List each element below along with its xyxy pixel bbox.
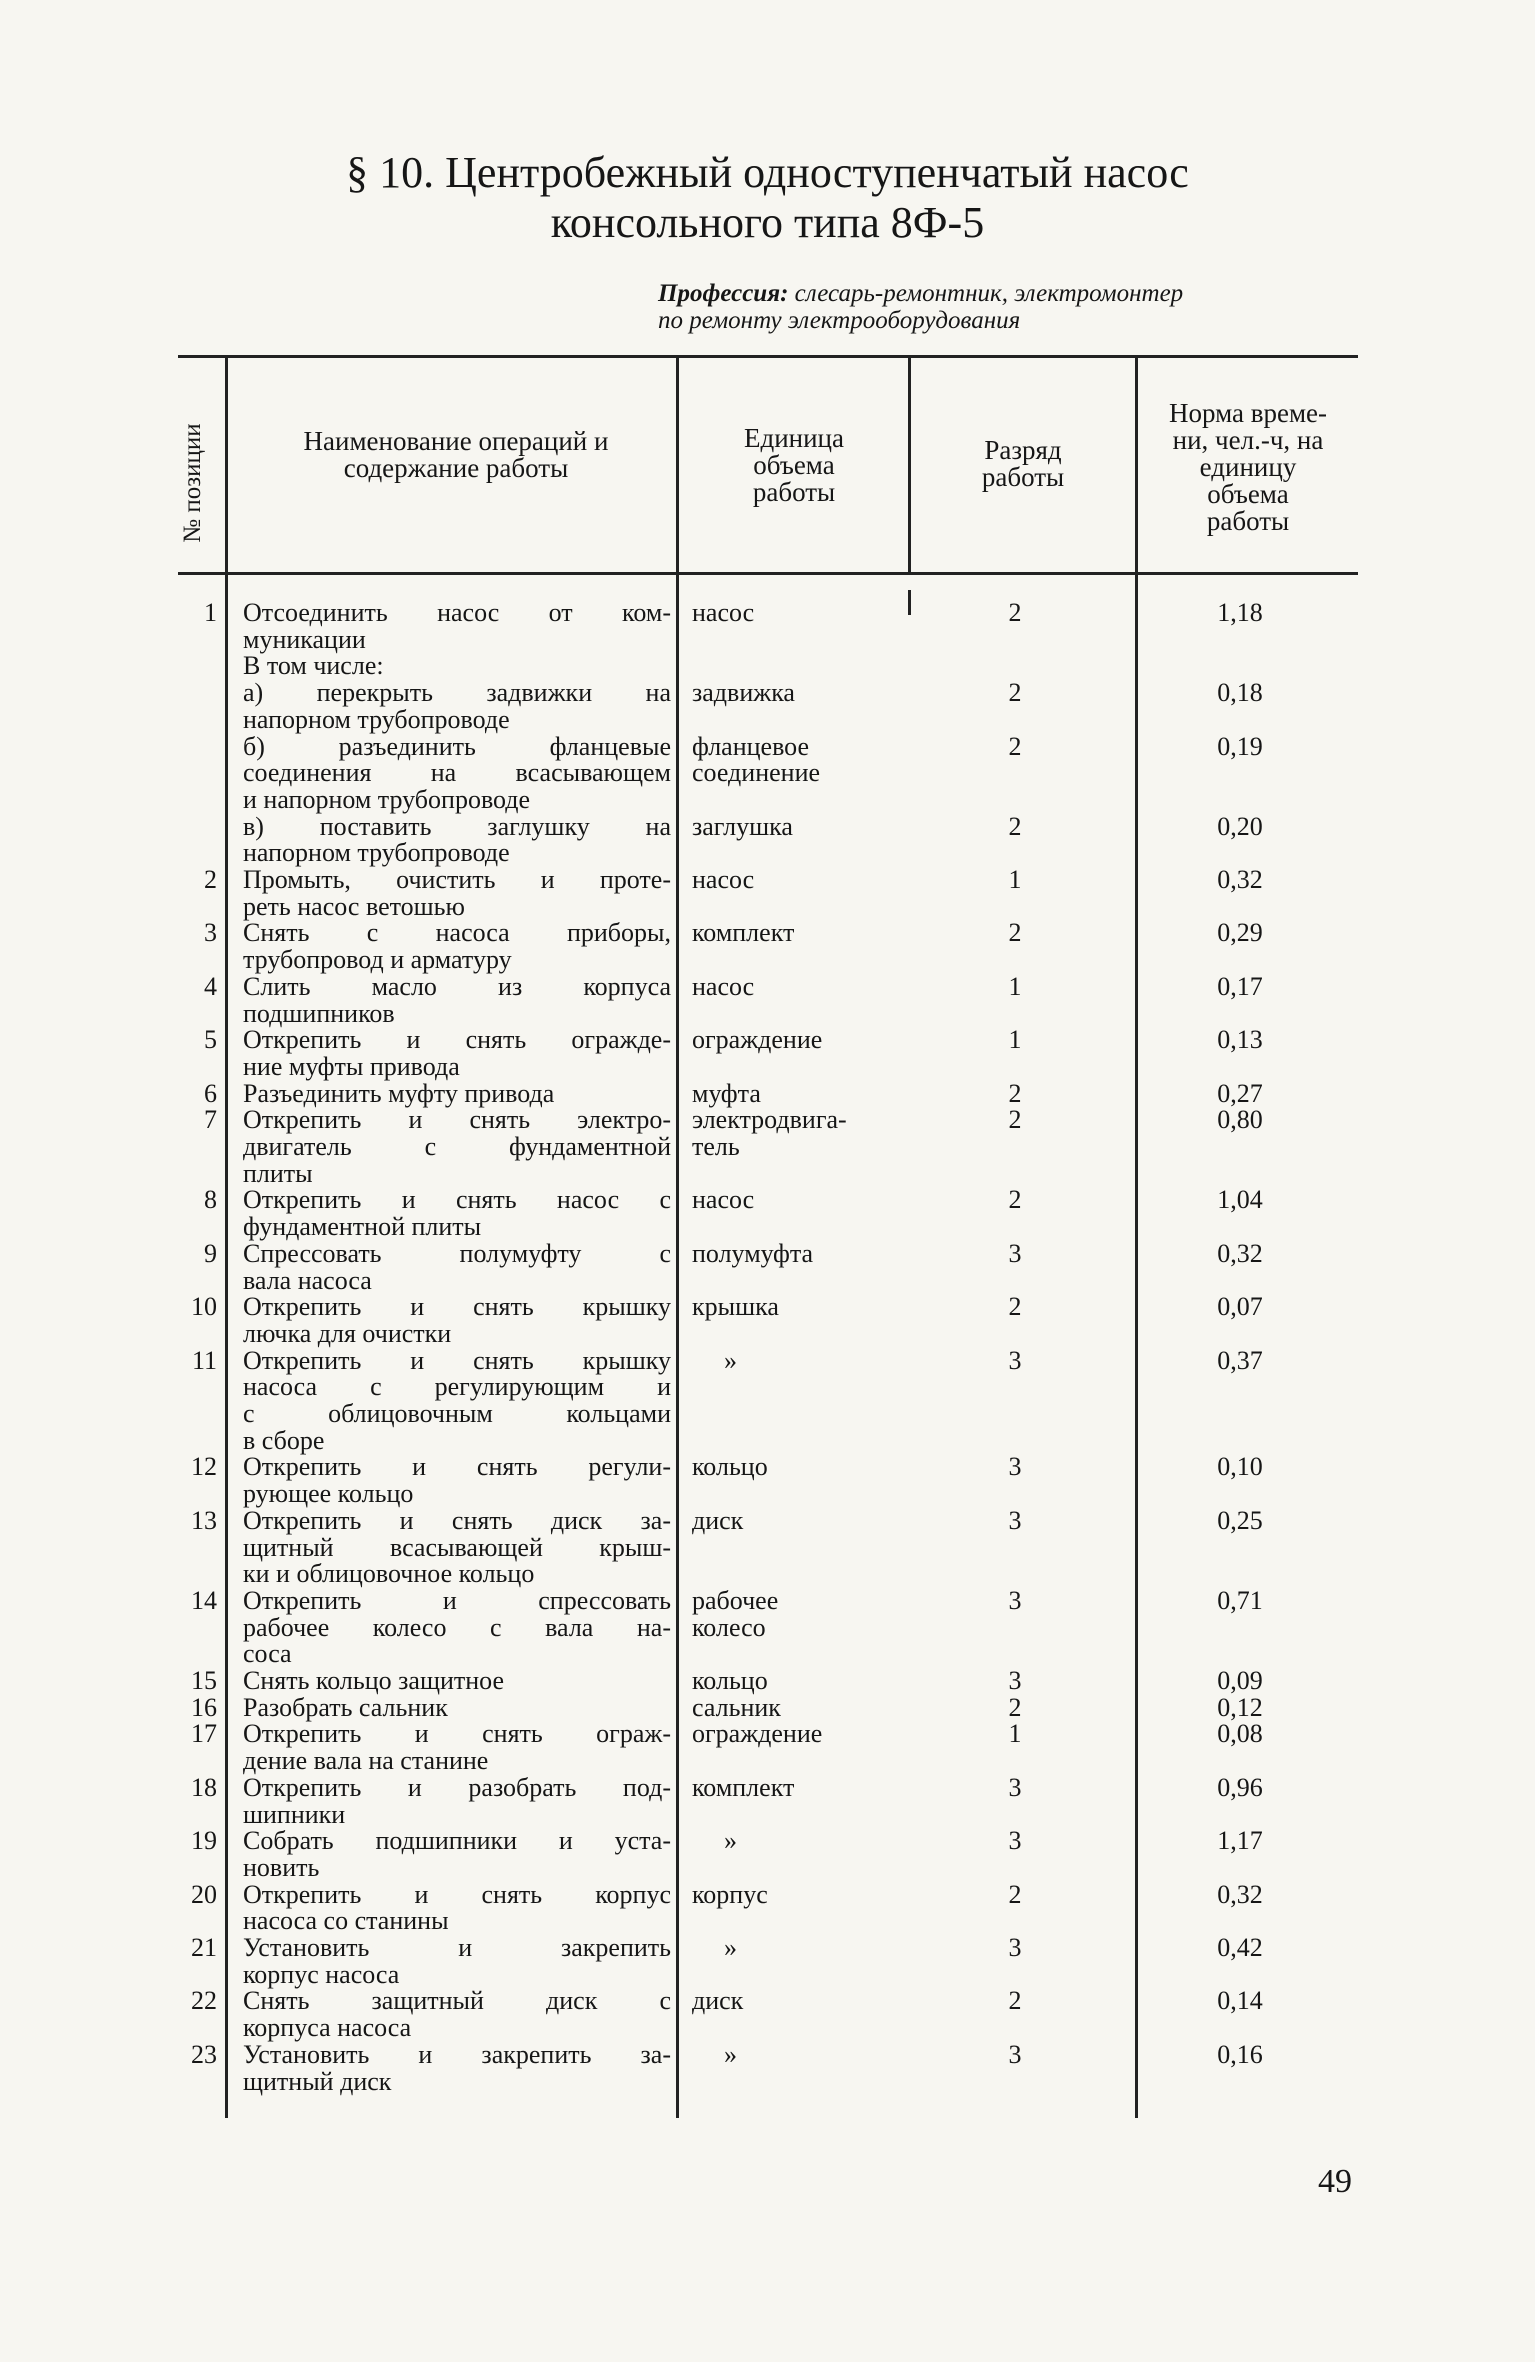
row-unit: [692, 1107, 912, 1160]
row-position-number: 11: [191, 1345, 217, 1375]
row-operation-line: Промыть, очистить и проте-: [243, 865, 671, 894]
row-position-number: 8: [204, 1185, 217, 1215]
row-position-number: 7: [204, 1105, 217, 1135]
row-norm: 0,14: [1217, 1986, 1263, 2016]
row-operation-line: Открепить и снять диск за-: [243, 1505, 671, 1535]
row-position-number: 16: [191, 1692, 217, 1722]
row-operation-name: [243, 1828, 671, 1881]
row-operation-line: в) поставить заглушку на: [243, 811, 671, 841]
row-operation-line: щитный всасывающей крыш-: [243, 1532, 671, 1562]
row-unit: [692, 731, 912, 788]
row-unit-line: ограждение: [692, 1025, 823, 1055]
row-norm: 0,25: [1217, 1505, 1263, 1535]
row-norm: 0,09: [1217, 1666, 1263, 1695]
row-norm: 0,10: [1217, 1452, 1263, 1482]
row-grade: 1: [1008, 1025, 1022, 1055]
row-unit: [692, 1828, 912, 1855]
row-unit: [692, 1879, 912, 1909]
row-position-number: 3: [204, 918, 217, 948]
row-norm: 0,16: [1217, 2039, 1263, 2069]
row-unit-line: крышка: [692, 1292, 779, 1322]
row-grade: 3: [1008, 1452, 1022, 1482]
row-operation-line: вала насоса: [243, 1265, 372, 1295]
row-operation-line: Слить масло из корпуса: [243, 971, 671, 1001]
row-unit: [692, 1294, 912, 1321]
row-operation-name: [243, 1692, 671, 1722]
row-grade: 3: [1008, 1585, 1022, 1615]
row-grade: 2: [1008, 918, 1022, 948]
row-operation-line: двигатель с фундаментной: [243, 1132, 671, 1161]
row-grade: 2: [1008, 1078, 1022, 1108]
row-norm: 0,17: [1217, 971, 1263, 1001]
row-operation-name: [243, 1027, 671, 1080]
row-unit-line: тель: [692, 1132, 740, 1161]
row-unit: [692, 600, 912, 627]
page-title: [0, 148, 1535, 248]
row-unit: [692, 971, 912, 1001]
row-position-number: 15: [191, 1666, 217, 1695]
row-operation-line: подшипников: [243, 998, 395, 1028]
row-operation-line: б) разъединить фланцевые: [243, 731, 671, 761]
row-operation-line: Установить и закрепить: [243, 1933, 671, 1962]
row-operation-name: [243, 971, 671, 1028]
row-operation-line: трубопровод и арматуру: [243, 945, 512, 975]
row-unit-line: заглушка: [692, 811, 793, 841]
row-norm: 0,32: [1217, 865, 1263, 894]
row-operation-name: [243, 1078, 671, 1108]
row-norm: 0,32: [1217, 1238, 1263, 1268]
row-operation-name: [243, 1187, 671, 1240]
row-operation-name: [243, 1505, 671, 1589]
row-unit-line: ограждение: [692, 1719, 823, 1749]
row-grade: 2: [1008, 1879, 1022, 1909]
row-position-number: 20: [191, 1879, 217, 1909]
row-grade: 3: [1008, 1933, 1022, 1962]
row-operation-line: ние муфты привода: [243, 1051, 460, 1081]
row-operation-line: корпуса насоса: [243, 2013, 412, 2043]
row-grade: 2: [1008, 1105, 1022, 1135]
row-unit-line: полумуфта: [692, 1238, 814, 1268]
row-operation-line: насоса со станины: [243, 1906, 449, 1936]
row-operation-line: Снять с насоса приборы,: [243, 918, 671, 948]
row-operation-name: [243, 1772, 671, 1829]
profession-value: слесарь-ремонтник, электромонтер: [794, 280, 1184, 307]
row-grade: 3: [1008, 1826, 1022, 1856]
row-position-number: 17: [191, 1719, 217, 1749]
row-grade: 3: [1008, 2039, 1022, 2069]
row-operation-name: [243, 811, 671, 868]
row-operation-line: Разобрать сальник: [243, 1692, 448, 1722]
row-position-number: 1: [204, 598, 217, 627]
row-norm: 0,19: [1217, 731, 1263, 761]
row-position-number: 13: [191, 1505, 217, 1535]
row-operation-line: Снять защитный диск с: [243, 1986, 671, 2016]
row-unit-line: фланцевое: [692, 731, 810, 761]
row-operation-name: [243, 1238, 671, 1295]
row-norm: 0,29: [1217, 918, 1263, 948]
row-operation-line: и напорном трубопроводе: [243, 784, 531, 814]
row-unit: [692, 1935, 912, 1962]
row-unit-line: диск: [692, 1986, 744, 2016]
row-unit: [692, 1505, 912, 1535]
row-unit: [692, 1027, 912, 1054]
row-operation-line: В том числе:: [243, 651, 384, 681]
row-operation-name: [243, 1668, 671, 1695]
row-operation-name: [243, 680, 671, 733]
row-operation-line: Открепить и снять крышку: [243, 1292, 671, 1322]
col-divider-2: [676, 358, 679, 2118]
row-position-number: 22: [191, 1986, 217, 2016]
row-norm: 0,37: [1217, 1345, 1263, 1375]
header-unit: Единица объема работы: [743, 423, 844, 507]
row-norm: 0,18: [1217, 678, 1263, 708]
row-operation-line: Отсоединить насос от ком-: [243, 598, 671, 627]
row-operation-name: [243, 920, 671, 973]
row-operation-line: новить: [243, 1852, 320, 1882]
row-grade: 2: [1008, 598, 1022, 627]
row-operation-name: [243, 2039, 671, 2096]
row-norm: 0,96: [1217, 1772, 1263, 1802]
row-operation-line: Разъединить муфту привода: [243, 1078, 555, 1108]
row-operation-line: Снять кольцо защитное: [243, 1666, 505, 1695]
row-position-number: 5: [204, 1025, 217, 1055]
row-position-number: 2: [204, 865, 217, 894]
header-bottom-rule: [178, 572, 1358, 575]
row-unit-line: »: [724, 2039, 737, 2069]
row-unit: [692, 1345, 912, 1375]
row-position-number: 18: [191, 1772, 217, 1802]
row-operation-line: корпус насоса: [243, 1959, 400, 1989]
row-unit: [692, 1187, 912, 1214]
row-unit: [692, 680, 912, 707]
row-unit-line: электродвига-: [692, 1105, 847, 1135]
row-unit: [692, 2039, 912, 2069]
row-operation-line: в сборе: [243, 1425, 325, 1455]
row-unit: [692, 1692, 912, 1722]
row-operation-line: Открепить и снять крышку: [243, 1345, 671, 1375]
row-unit-line: колесо: [692, 1612, 766, 1642]
row-unit: [692, 1988, 912, 2015]
row-unit-line: муфта: [692, 1078, 761, 1108]
row-unit-line: сальник: [692, 1692, 781, 1722]
row-unit-line: насос: [692, 971, 755, 1001]
row-position-number: 10: [191, 1292, 217, 1322]
row-grade: 2: [1008, 1292, 1022, 1322]
row-grade: 1: [1008, 865, 1022, 894]
row-operation-line: муникации: [243, 624, 366, 654]
header-position: № позиции: [179, 422, 206, 543]
row-norm: 1,18: [1217, 598, 1263, 627]
row-unit: [692, 1721, 912, 1748]
row-operation-line: Установить и закрепить за-: [243, 2039, 671, 2069]
row-position-number: 12: [191, 1452, 217, 1482]
row-grade: 2: [1008, 811, 1022, 841]
row-operation-name: [243, 867, 671, 920]
row-grade: 3: [1008, 1238, 1022, 1268]
row-position-number: 4: [204, 971, 217, 1001]
row-grade: 2: [1008, 678, 1022, 708]
row-operation-name: [243, 1294, 671, 1347]
row-position-number: 23: [191, 2039, 217, 2069]
row-unit: [692, 867, 912, 894]
row-unit: [692, 1454, 912, 1481]
row-operation-line: с облицовочным кольцами: [243, 1399, 671, 1428]
row-operation-line: дение вала на станине: [243, 1746, 489, 1776]
row-grade: 2: [1008, 1986, 1022, 2016]
row-operation-line: Открепить и снять корпус: [243, 1879, 671, 1909]
row-unit: [692, 1238, 912, 1268]
col-divider-4: [1135, 358, 1138, 2118]
profession-value-2: по ремонту электрооборудования: [658, 307, 1021, 334]
row-norm: 0,08: [1217, 1719, 1263, 1749]
row-unit: [692, 1772, 912, 1802]
header-name: Наименование операций и содержание работы: [303, 426, 609, 483]
row-unit-line: кольцо: [692, 1666, 768, 1695]
row-operation-line: соса: [243, 1639, 292, 1669]
row-operation-line: щитный диск: [243, 2066, 392, 2096]
row-operation-line: шипники: [243, 1799, 346, 1829]
row-norm: 1,04: [1217, 1185, 1263, 1215]
row-operation-line: Открепить и разобрать под-: [243, 1772, 671, 1802]
row-operation-line: фундаментной плиты: [243, 1212, 482, 1242]
row-operation-name: [243, 653, 671, 680]
title-line-1: § 10. Центробежный одноступенчатый насос: [346, 148, 1189, 197]
row-operation-line: а) перекрыть задвижки на: [243, 678, 671, 708]
title-line-2: консольного типа 8Ф-5: [550, 198, 985, 247]
row-unit-line: насос: [692, 598, 755, 627]
row-norm: 0,27: [1217, 1078, 1263, 1108]
row-unit-line: корпус: [692, 1879, 768, 1909]
row-unit-line: насос: [692, 865, 755, 894]
row-unit-line: комплект: [692, 918, 795, 948]
row-unit-line: задвижка: [692, 678, 795, 708]
row-operation-name: [243, 731, 671, 814]
page-number: 49: [1318, 2163, 1352, 2200]
row-unit-line: кольцо: [692, 1452, 768, 1482]
row-position-number: 9: [204, 1238, 217, 1268]
row-operation-line: реть насос ветошью: [243, 891, 465, 921]
row-operation-line: Открепить и снять насос с: [243, 1185, 671, 1215]
row-position-number: 19: [191, 1826, 217, 1856]
row-unit-line: комплект: [692, 1772, 795, 1802]
row-grade: 2: [1008, 731, 1022, 761]
row-unit-line: насос: [692, 1185, 755, 1215]
row-norm: 0,32: [1217, 1879, 1263, 1909]
row-position-number: 21: [191, 1933, 217, 1962]
profession-note: [658, 280, 1518, 334]
row-operation-name: [243, 1585, 671, 1669]
row-grade: 3: [1008, 1666, 1022, 1695]
row-norm: 1,17: [1217, 1826, 1263, 1856]
row-operation-name: [243, 1345, 671, 1455]
row-grade: 2: [1008, 1185, 1022, 1215]
row-operation-line: Открепить и спрессовать: [243, 1585, 671, 1615]
row-unit-line: »: [724, 1933, 737, 1962]
col-divider-3: [908, 358, 911, 573]
row-norm: 0,20: [1217, 811, 1263, 841]
row-operation-line: ки и облицовочное кольцо: [243, 1559, 535, 1589]
row-unit-line: рабочее: [692, 1585, 779, 1615]
row-unit-line: »: [724, 1345, 737, 1375]
row-position-number: 14: [191, 1585, 217, 1615]
row-unit-line: диск: [692, 1505, 744, 1535]
row-operation-line: напорном трубопроводе: [243, 704, 510, 734]
header-grade: Разряд работы: [981, 435, 1065, 492]
table-top-rule: [178, 355, 1358, 358]
row-grade: 2: [1008, 1692, 1022, 1722]
row-operation-name: [243, 600, 671, 653]
col-divider-1: [225, 358, 228, 2118]
row-operation-name: [243, 1935, 671, 1988]
row-operation-line: рующее кольцо: [243, 1479, 414, 1509]
row-grade: 3: [1008, 1345, 1022, 1375]
row-unit: [692, 920, 912, 947]
row-grade: 3: [1008, 1505, 1022, 1535]
row-operation-line: соединения на всасывающем: [243, 758, 671, 788]
row-operation-line: Открепить и снять регули-: [243, 1452, 671, 1482]
row-operation-line: плиты: [243, 1158, 313, 1188]
row-unit-line: »: [724, 1826, 737, 1856]
row-norm: 0,13: [1217, 1025, 1263, 1055]
row-operation-line: Спрессовать полумуфту с: [243, 1238, 671, 1268]
row-norm: 0,42: [1217, 1933, 1263, 1962]
row-norm: 0,12: [1217, 1692, 1263, 1722]
row-operation-line: насоса с регулирующим и: [243, 1372, 671, 1402]
row-operation-line: Открепить и снять огражде-: [243, 1025, 671, 1055]
row-operation-name: [243, 1107, 671, 1187]
row-grade: 3: [1008, 1772, 1022, 1802]
profession-label: Профессия:: [658, 280, 789, 307]
row-norm: 0,71: [1217, 1585, 1263, 1615]
row-unit-line: соединение: [692, 758, 821, 788]
row-operation-line: Открепить и снять электро-: [243, 1105, 671, 1135]
row-grade: 1: [1008, 1719, 1022, 1749]
row-operation-name: [243, 1721, 671, 1774]
row-unit: [692, 1078, 912, 1108]
row-operation-line: напорном трубопроводе: [243, 838, 510, 868]
row-position-number: 6: [204, 1078, 217, 1108]
row-norm: 0,80: [1217, 1105, 1263, 1135]
row-unit: [692, 811, 912, 841]
row-operation-line: Открепить и снять ограж-: [243, 1719, 671, 1749]
header-norm: Норма време- ни, чел.-ч, на единицу объема работы: [1168, 398, 1328, 536]
row-operation-name: [243, 1879, 671, 1936]
row-operation-line: рабочее колесо с вала на-: [243, 1612, 671, 1642]
row-unit: [692, 1668, 912, 1695]
row-operation-line: Собрать подшипники и уста-: [243, 1826, 671, 1856]
row-norm: 0,07: [1217, 1292, 1263, 1322]
row-grade: 1: [1008, 971, 1022, 1001]
row-unit: [692, 1585, 912, 1642]
row-operation-name: [243, 1454, 671, 1507]
row-operation-line: лючка для очистки: [243, 1318, 452, 1348]
row-operation-name: [243, 1988, 671, 2041]
